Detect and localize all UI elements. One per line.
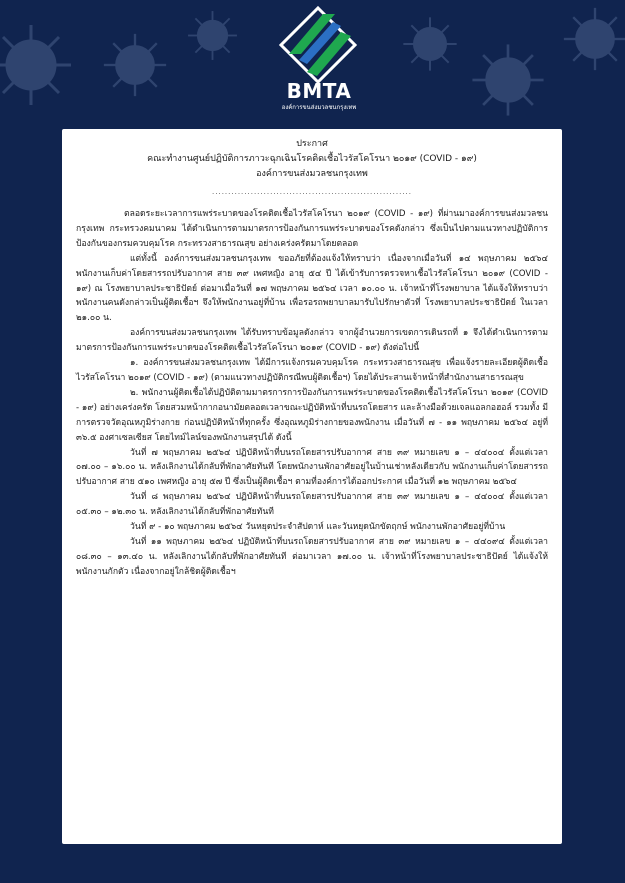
logo-subtext: องค์การขนส่งมวลชนกรุงเทพ <box>281 104 357 111</box>
separator: .............................................................. <box>212 188 412 196</box>
paragraph: ตลอดระยะเวลาการแพร่ระบาดของโรคติดเชื้อไวรัสโคโรนา ๒๐๑๙ (COVID - ๑๙) ที่ผ่านมาองค์การขนส่งมวลชนกรุงเทพ กระทรวงคมนาคม ได้ดำเนินการตามมาตรการป้องกันการแพร่ระบาดของโรคดังกล่าว ซึ่งเป็นไปตามแนวทางปฏิบัติการป้องกันของกรมควบคุมโรค กระทรวงสาธารณสุข อย่างเคร่งครัดมาโดยตลอด <box>76 209 548 249</box>
timeline-entry: วันที่ ๘ พฤษภาคม ๒๕๖๔ ปฏิบัติหน้าที่บนรถโดยสารปรับอากาศ สาย ๓๙ หมายเลข ๑ – ๔๔๐๐๔ ตั้งแต่เวลา ๐๕.๓๐ – ๑๒.๓๐ น. หลังเลิกงานได้กลับที่พักอาศัยทันที <box>76 492 548 518</box>
bmta-logo <box>271 6 367 118</box>
logo-text: BMTA <box>286 79 352 103</box>
header <box>0 0 625 122</box>
timeline-entry: วันที่ ๗ พฤษภาคม ๒๕๖๔ ปฏิบัติหน้าที่บนรถโดยสารปรับอากาศ สาย ๓๙ หมายเลข ๑ – ๔๔๐๐๔ ตั้งแต่เวลา ๐๗.๐๐ – ๑๖.๐๐ น. หลังเลิกงานได้กลับที่พักอาศัยทันที โดยพนักงานพักอาศัยอยู่ในบ้านเช่าหลังเดียวกับ พนักงานเก็บค่าโดยสารรถปรับอากาศ สาย ๕๑๐ เพศหญิง อายุ ๕๗ ปี ซึ่งเป็นผู้ติดเชื้อฯ ตามที่องค์การได้ออกประกาศ เมื่อวันที่ ๑๒ พฤษภาคม ๒๕๖๔ <box>76 447 548 488</box>
paragraph: แต่ทั้งนี้ องค์การขนส่งมวลชนกรุงเทพ ขออภัยที่ต้องแจ้งให้ทราบว่า เนื่องจากเมื่อวันที่ ๑๔ พฤษภาคม ๒๕๖๔ พนักงานเก็บค่าโดยสารรถปรับอากาศ สาย ๓๙ เพศหญิง อายุ ๕๔ ปี ได้เข้ารับการตรวจหาเชื้อไวรัสโคโรนา ๒๐๑๙ (COVID - ๑๙) ณ โรงพยาบาลประชาธิปัตย์ ต่อมาเมื่อวันที่ ๑๗ พฤษภาคม ๒๕๖๔ เวลา ๑๐.๐๐ น. เจ้าหน้าที่โรงพยาบาล ได้แจ้งให้ทราบว่าพนักงานคนดังกล่าวเป็นผู้ติดเชื้อฯ จึงให้พนักงานอยู่ที่บ้าน เพื่อรอรถพยาบาลมารับไปรักษาตัวที่ โรงพยาบาลประชาธิปัตย์ ในเวลา ๒๑.๐๐ น. <box>76 253 548 324</box>
paragraph: องค์การขนส่งมวลชนกรุงเทพ ได้รับทราบข้อมูลดังกล่าว จากผู้อำนวยการเขตการเดินรถที่ ๑ จึงได้ดำเนินการตามมาตรการป้องกันการแพร่ระบาดของโรคติดเชื้อไวรัสโคโรนา ๒๐๑๙ (COVID - ๑๙) ดังต่อไปนี้ <box>76 328 548 354</box>
paragraph: ๒. พนักงานผู้ติดเชื้อได้ปฏิบัติตามมาตรการการป้องกันการแพร่ระบาดของโรคติดเชื้อไวรัสโคโรนา ๒๐๑๙ (COVID - ๑๙) อย่างเคร่งครัด โดยสวมหน้ากากอนามัยตลอดเวลาขณะปฏิบัติหน้าที่บนรถโดยสาร และล้างมือด้วยเจลแอลกอฮอล์ รวมทั้ง มีการตรวจวัดอุณหภูมิร่างกาย ก่อนปฏิบัติหน้าที่ทุกครั้ง ซึ่งอุณหภูมิร่างกายของพนักงาน เมื่อวันที่ ๗ - ๑๑ พฤษภาคม ๒๕๖๔ อยู่ที่ ๓๖.๕ องศาเซลเซียส โดยไทม์ไลน์ของพนักงานสรุปได้ ดังนี้ <box>76 387 548 443</box>
announcement-subject: คณะทำงานศูนย์ปฏิบัติการภาวะฉุกเฉินโรคติดเชื้อไวรัสโคโรนา ๒๐๑๙ (COVID - ๑๙) <box>147 154 477 164</box>
paragraph: ๑. องค์การขนส่งมวลชนกรุงเทพ ได้มีการแจ้งกรมควบคุมโรค กระทรวงสาธารณสุข เพื่อแจ้งรายละเอียดผู้ติดเชื้อไวรัสโคโรนา ๒๐๑๙ (COVID - ๑๙) (ตามแนวทางปฏิบัติกรณีพบผู้ติดเชื้อฯ) โดยได้ประสานเจ้าหน้าที่สำนักงานสาธารณสุข <box>76 358 548 383</box>
bmta-logo-icon <box>279 6 357 84</box>
bottom-band <box>0 848 625 883</box>
timeline-entry: วันที่ ๑๑ พฤษภาคม ๒๕๖๔ ปฏิบัติหน้าที่บนรถโดยสารปรับอากาศ สาย ๓๙ หมายเลข ๑ – ๔๔๐๙๔ ตั้งแต่เวลา ๐๘.๓๐ – ๑๓.๔๐ น. หลังเลิกงานได้กลับที่พักอาศัยทันที ต่อมาเวลา ๑๗.๐๐ น. เจ้าหน้าที่โรงพยาบาลประชาธิปัตย์ ได้แจ้งให้พนักงานกักตัว เนื่องจากอยู่ใกล้ชิดผู้ติดเชื้อฯ <box>76 536 548 577</box>
announcement-heading: ประกาศ <box>296 139 328 149</box>
timeline-entry: วันที่ ๙ - ๑๐ พฤษภาคม ๒๕๖๔ วันหยุดประจำสัปดาห์ และวันหยุดนักขัตฤกษ์ พนักงานพักอาศัยอยู่ที่บ้าน <box>130 522 506 533</box>
announcement-body <box>76 207 548 580</box>
announcement-organization: องค์การขนส่งมวลชนกรุงเทพ <box>256 169 368 179</box>
announcement-paper <box>62 129 562 844</box>
announcement-title-block <box>62 137 562 200</box>
